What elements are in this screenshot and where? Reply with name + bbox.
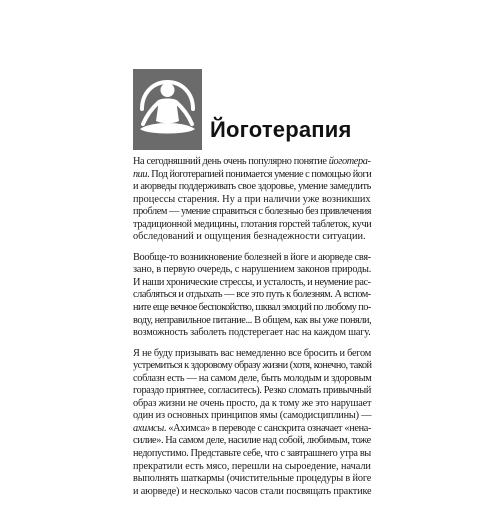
text-run: силие». На самом деле, насилие над собой, любимым, тоже xyxy=(133,435,371,447)
text-line xyxy=(133,448,371,461)
text-line xyxy=(133,327,371,340)
text-run: и аюрведе) и несколько часов стали посвящать практике xyxy=(133,485,372,497)
text-line xyxy=(133,461,371,474)
chapter-title: Йоготерапия xyxy=(210,117,352,142)
text-line xyxy=(133,486,371,499)
italic-term: йоготера- xyxy=(328,156,371,167)
text-line xyxy=(133,169,371,182)
text-run: процессы старения. Ну а при наличии уже возникших xyxy=(133,193,371,205)
text-line xyxy=(133,373,371,386)
text-run: образ жизни не очень просто, да к тому же это нарушает xyxy=(133,397,372,409)
text-line xyxy=(133,398,371,411)
text-run: проблем — умение справиться с болезнью без привлечения xyxy=(133,206,372,218)
text-line xyxy=(133,348,371,361)
paragraph xyxy=(133,252,371,340)
text-line xyxy=(133,181,371,194)
text-run: недопустимо. Представьте себе, что с завтрашнего утра вы xyxy=(133,448,371,460)
text-run: . «Ахимса» в переводе с санскрита означает «нена- xyxy=(163,422,372,434)
italic-term: ахимсы xyxy=(133,422,164,434)
paragraph xyxy=(133,156,371,244)
text-run: Я не буду призывать вас немедленно все бросить и бегом xyxy=(133,347,372,359)
meditating-figure-icon xyxy=(133,69,202,150)
text-run: На сегодняшний день очень популярно понятие xyxy=(133,156,329,167)
text-line xyxy=(133,302,371,315)
text-run: один из основных принципов ямы (самодисциплины) — xyxy=(133,410,372,422)
text-run: соблазн есть — на самом деле, быть молодым и здоровым xyxy=(133,372,372,384)
text-line xyxy=(133,206,371,219)
chapter-emblem xyxy=(133,69,202,150)
text-line xyxy=(133,231,371,244)
text-line xyxy=(133,252,371,265)
text-line xyxy=(133,289,371,302)
text-run: слабляться и отдыхать — все это путь к болезням. А вспом- xyxy=(133,289,371,301)
text-run: прекратили есть мясо, перешли на сыроедение, начали xyxy=(133,460,371,472)
text-line xyxy=(133,315,371,328)
text-run: И наши хронические стрессы, и усталость, и неумение рас- xyxy=(133,276,371,288)
text-run: зано, в первую очередь, с нарушением законов природы. xyxy=(133,264,372,276)
text-run: выполнять шаткармы (очистительные процедуры в йоге xyxy=(133,473,372,485)
text-run: традиционной медицины, глотания горстей таблеток, кучи xyxy=(133,218,372,230)
text-run: Вообще-то возникновение болезней в йоге и аюрведе свя- xyxy=(133,251,371,263)
text-line xyxy=(133,156,371,169)
text-run: устремиться к здоровому образу жизни (хотя, конечно, такой xyxy=(133,360,372,372)
text-run: возможность заболеть подстерегает нас на каждом шагу. xyxy=(133,327,371,339)
text-line xyxy=(133,219,371,232)
text-line xyxy=(133,435,371,448)
text-line xyxy=(133,194,371,207)
body-text xyxy=(133,156,371,506)
text-run: воду, неправильное питание... В общем, как вы уже поняли, xyxy=(133,314,372,326)
text-run: и аюрведы поддерживать свое здоровье, умение замедлить xyxy=(133,181,372,193)
text-line xyxy=(133,423,371,436)
text-run: . Под йоготерапией понимается умение с помощью йоги xyxy=(147,168,372,180)
text-line xyxy=(133,385,371,398)
text-run: гораздо приятнее, согласитесь). Резко сломать привычный xyxy=(133,385,372,397)
text-line xyxy=(133,360,371,373)
italic-term: пии xyxy=(133,168,148,180)
paragraph xyxy=(133,348,371,499)
text-line xyxy=(133,277,371,290)
text-run: ните еще вечное беспокойство, шквал эмоций по любому по- xyxy=(133,302,371,314)
text-run: обследований и ощущения безнадежности ситуации. xyxy=(133,231,366,243)
text-line xyxy=(133,410,371,423)
text-line xyxy=(133,264,371,277)
text-line xyxy=(133,473,371,486)
